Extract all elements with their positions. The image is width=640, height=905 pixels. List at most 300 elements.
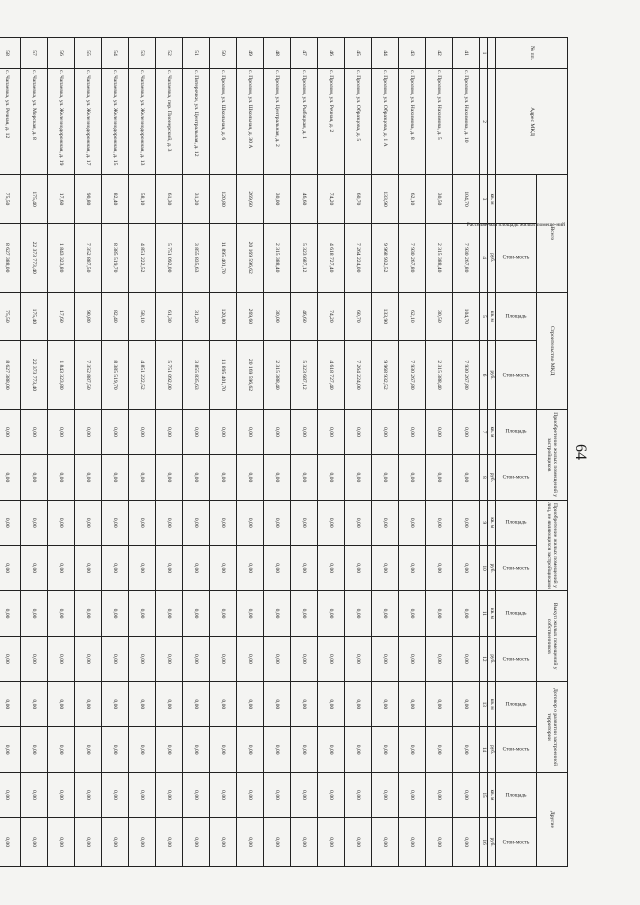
header-cost-14 <box>496 727 537 772</box>
header-redemption: Выкуп жилых помещений у собственников <box>537 591 568 682</box>
row-number: 44 <box>372 38 399 69</box>
header-cost-text: Стои-мость <box>502 371 530 378</box>
other-cost-cell: 0,00 <box>183 818 210 867</box>
header-cost-text: Стои-мость <box>502 839 530 846</box>
row-number: 56 <box>48 38 75 69</box>
row-number: 57 <box>21 38 48 69</box>
redemption-cost-cell: 0,00 <box>237 636 264 681</box>
other-area-cell: 0,00 <box>21 772 48 817</box>
purchase-other-cost-cell: 0,00 <box>21 545 48 590</box>
redemption-area-cell: 0,00 <box>264 591 291 636</box>
total-cost-cell: 5 323 687,12 <box>291 223 318 292</box>
header-cost-10 <box>496 545 537 590</box>
total-cost-cell: 7 264 224,00 <box>345 223 372 292</box>
table-row <box>183 38 210 867</box>
construction-cost-cell: 8 627 388,00 <box>0 341 21 410</box>
purchase-other-area-cell: 0,00 <box>75 500 102 545</box>
redemption-area-cell: 0,00 <box>345 591 372 636</box>
purchase-other-area-cell: 0,00 <box>102 500 129 545</box>
purchase-other-area-cell: 0,00 <box>210 500 237 545</box>
total-area-cell: 62,10 <box>399 175 426 224</box>
purchase-developers-cost-cell: 0,00 <box>291 455 318 500</box>
construction-area-cell: 82,40 <box>102 292 129 341</box>
other-area-cell: 0,00 <box>264 772 291 817</box>
column-number: 13 <box>480 682 488 727</box>
development-cost-cell: 0,00 <box>318 727 345 772</box>
other-cost-cell: 0,00 <box>426 818 453 867</box>
other-area-cell: 0,00 <box>426 772 453 817</box>
development-cost-cell: 0,00 <box>129 727 156 772</box>
total-area-cell: 120,80 <box>210 175 237 224</box>
column-number: 9 <box>480 500 488 545</box>
total-area-cell: 46,60 <box>291 175 318 224</box>
purchase-other-area-cell: 0,00 <box>399 500 426 545</box>
redemption-cost-cell: 0,00 <box>210 636 237 681</box>
total-cost-cell: 3 855 835,63 <box>183 223 210 292</box>
purchase-developers-area-cell: 0,00 <box>426 409 453 454</box>
table-row <box>426 38 453 867</box>
column-number: 12 <box>480 636 488 681</box>
purchase-developers-cost-cell: 0,00 <box>0 455 21 500</box>
purchase-other-cost-cell: 0,00 <box>372 545 399 590</box>
total-cost-cell: 8 385 519,70 <box>102 223 129 292</box>
construction-area-cell: 30,50 <box>426 292 453 341</box>
purchase-developers-cost-cell: 0,00 <box>318 455 345 500</box>
purchase-developers-area-cell: 0,00 <box>453 409 480 454</box>
purchase-developers-area-cell: 0,00 <box>345 409 372 454</box>
purchase-other-area-cell: 0,00 <box>21 500 48 545</box>
purchase-other-cost-cell: 0,00 <box>129 545 156 590</box>
other-cost-cell: 0,00 <box>21 818 48 867</box>
table-row <box>129 38 156 867</box>
header-purchase-not-developers: Приобретение жилых помещений у лиц, не являющихся застройщиками <box>537 500 568 591</box>
other-cost-cell: 0,00 <box>399 818 426 867</box>
purchase-developers-cost-cell: 0,00 <box>264 455 291 500</box>
other-cost-cell: 0,00 <box>102 818 129 867</box>
redemption-area-cell: 0,00 <box>291 591 318 636</box>
row-number: 41 <box>453 38 480 69</box>
row-number: 55 <box>75 38 102 69</box>
development-cost-cell: 0,00 <box>210 727 237 772</box>
header-group-row <box>537 38 568 867</box>
row-address: с. Чапаевка, ул. Железнодорожная, д. 15 <box>102 68 129 174</box>
units-spacer <box>488 68 496 174</box>
purchase-other-area-cell: 0,00 <box>237 500 264 545</box>
purchase-other-cost-cell: 0,00 <box>237 545 264 590</box>
unit-cell: кв. м <box>488 772 496 817</box>
row-address: с. Чапаевка, пер. Пионерский, д. 3 <box>156 68 183 174</box>
purchase-developers-area-cell: 0,00 <box>399 409 426 454</box>
purchase-other-cost-cell: 0,00 <box>48 545 75 590</box>
header-area-13 <box>496 682 537 727</box>
construction-area-cell: 60,70 <box>345 292 372 341</box>
other-area-cell: 0,00 <box>48 772 75 817</box>
redemption-area-cell: 0,00 <box>372 591 399 636</box>
unit-cell: кв. м <box>488 682 496 727</box>
redemption-cost-cell: 0,00 <box>75 636 102 681</box>
total-cost-cell: 7 930 267,80 <box>453 223 480 292</box>
redemption-area-cell: 0,00 <box>21 591 48 636</box>
other-cost-cell: 0,00 <box>129 818 156 867</box>
unit-cell: руб. <box>488 636 496 681</box>
other-area-cell: 0,00 <box>237 772 264 817</box>
purchase-other-cost-cell: 0,00 <box>183 545 210 590</box>
development-area-cell: 0,00 <box>345 682 372 727</box>
purchase-other-cost-cell: 0,00 <box>156 545 183 590</box>
redemption-area-cell: 0,00 <box>156 591 183 636</box>
redemption-area-cell: 0,00 <box>183 591 210 636</box>
development-area-cell: 0,00 <box>237 682 264 727</box>
unit-cell: кв. м <box>488 409 496 454</box>
row-address: с. Чапаевка, ул. Железнодорожная, д. 19 <box>48 68 75 174</box>
construction-cost-cell: 2 315 388,40 <box>426 341 453 410</box>
other-area-cell: 0,00 <box>210 772 237 817</box>
other-area-cell: 0,00 <box>372 772 399 817</box>
column-number: 8 <box>480 455 488 500</box>
total-cost-cell: 8 627 388,00 <box>0 223 21 292</box>
column-number: 4 <box>480 223 488 292</box>
rotated-document-page <box>4 37 590 867</box>
header-cost-text: Стои-мость <box>502 474 530 481</box>
total-cost-cell: 5 751 092,00 <box>156 223 183 292</box>
row-number: 42 <box>426 38 453 69</box>
total-area-cell: 30,50 <box>426 175 453 224</box>
construction-cost-cell: 3 855 835,63 <box>183 341 210 410</box>
table-row <box>399 38 426 867</box>
development-cost-cell: 0,00 <box>0 727 21 772</box>
redemption-cost-cell: 0,00 <box>264 636 291 681</box>
development-cost-cell: 0,00 <box>453 727 480 772</box>
header-total-cost-text: Стои-мость <box>502 254 530 261</box>
development-area-cell: 0,00 <box>156 682 183 727</box>
header-cost-text: Стои-мость <box>502 746 530 753</box>
total-area-cell: 60,70 <box>345 175 372 224</box>
table-row <box>156 38 183 867</box>
construction-cost-cell: 7 352 887,50 <box>75 341 102 410</box>
construction-cost-cell: 7 264 224,00 <box>345 341 372 410</box>
construction-cost-cell: 11 895 401,70 <box>210 341 237 410</box>
unit-cell: руб. <box>488 341 496 410</box>
purchase-developers-cost-cell: 0,00 <box>426 455 453 500</box>
purchase-developers-cost-cell: 0,00 <box>237 455 264 500</box>
header-area-text: Площадь <box>505 610 527 617</box>
total-area-cell: 58,10 <box>129 175 156 224</box>
row-address: с. Пролом, ул. Рыбацкая, д. 1 <box>291 68 318 174</box>
construction-cost-cell: 9 968 932,52 <box>372 341 399 410</box>
table-row <box>264 38 291 867</box>
header-area-text: Площадь <box>505 313 527 320</box>
unit-cell: кв. м <box>488 175 496 224</box>
redemption-area-cell: 0,00 <box>129 591 156 636</box>
construction-area-cell: 74,20 <box>318 292 345 341</box>
total-area-cell: 17,60 <box>48 175 75 224</box>
row-address: с. Пролом, ул. Нахимова, д. 5 <box>426 68 453 174</box>
units-spacer <box>488 38 496 69</box>
purchase-developers-area-cell: 0,00 <box>75 409 102 454</box>
purchase-developers-area-cell: 0,00 <box>21 409 48 454</box>
construction-area-cell: 17,60 <box>48 292 75 341</box>
construction-area-cell: 133,90 <box>372 292 399 341</box>
development-cost-cell: 0,00 <box>48 727 75 772</box>
row-address: с. Чапаевка, ул. Железнодорожная, д. 17 <box>75 68 102 174</box>
purchase-other-area-cell: 0,00 <box>453 500 480 545</box>
header-cost-16 <box>496 818 537 867</box>
development-area-cell: 0,00 <box>102 682 129 727</box>
header-purchase-developers: Приобретение жилых помещений у застройщиков <box>537 409 568 500</box>
header-area-7 <box>496 409 537 454</box>
construction-area-cell: 90,80 <box>75 292 102 341</box>
purchase-developers-area-cell: 0,00 <box>291 409 318 454</box>
purchase-developers-area-cell: 0,00 <box>48 409 75 454</box>
construction-cost-cell: 20 169 596,62 <box>237 341 264 410</box>
construction-area-cell: 62,10 <box>399 292 426 341</box>
table-row <box>48 38 75 867</box>
construction-area-cell: 120,80 <box>210 292 237 341</box>
purchase-other-cost-cell: 0,00 <box>345 545 372 590</box>
total-cost-cell: 2 315 388,40 <box>426 223 453 292</box>
construction-cost-cell: 7 930 267,80 <box>453 341 480 410</box>
construction-area-cell: 269,60 <box>237 292 264 341</box>
purchase-developers-area-cell: 0,00 <box>183 409 210 454</box>
purchase-other-area-cell: 0,00 <box>426 500 453 545</box>
table-row <box>75 38 102 867</box>
construction-area-cell: 104,70 <box>453 292 480 341</box>
unit-cell: руб. <box>488 545 496 590</box>
row-address: с. Пролом, ул. Речная, д. 2 <box>318 68 345 174</box>
row-number: 47 <box>291 38 318 69</box>
header-construction: Строительство МКД <box>537 292 568 409</box>
other-area-cell: 0,00 <box>399 772 426 817</box>
column-number: 6 <box>480 341 488 410</box>
total-cost-cell: 11 895 401,70 <box>210 223 237 292</box>
purchase-developers-area-cell: 0,00 <box>0 409 21 454</box>
purchase-other-cost-cell: 0,00 <box>426 545 453 590</box>
development-cost-cell: 0,00 <box>426 727 453 772</box>
purchase-other-area-cell: 0,00 <box>129 500 156 545</box>
purchase-other-area-cell: 0,00 <box>0 500 21 545</box>
construction-cost-cell: 8 385 519,70 <box>102 341 129 410</box>
purchase-other-cost-cell: 0,00 <box>75 545 102 590</box>
purchase-developers-cost-cell: 0,00 <box>210 455 237 500</box>
other-cost-cell: 0,00 <box>0 818 21 867</box>
header-total-cost <box>496 223 537 292</box>
header-area-text: Площадь <box>505 701 527 708</box>
purchase-developers-cost-cell: 0,00 <box>21 455 48 500</box>
other-cost-cell: 0,00 <box>372 818 399 867</box>
row-number: 50 <box>210 38 237 69</box>
purchase-developers-area-cell: 0,00 <box>102 409 129 454</box>
column-number: 16 <box>480 818 488 867</box>
table-body <box>0 38 480 867</box>
redemption-area-cell: 0,00 <box>210 591 237 636</box>
header-column-numbers-row <box>480 38 488 867</box>
table-row <box>102 38 129 867</box>
purchase-developers-cost-cell: 0,00 <box>156 455 183 500</box>
table-row <box>237 38 264 867</box>
development-area-cell: 0,00 <box>291 682 318 727</box>
total-cost-cell: 1 843 323,80 <box>48 223 75 292</box>
redemption-cost-cell: 0,00 <box>453 636 480 681</box>
other-cost-cell: 0,00 <box>291 818 318 867</box>
purchase-developers-area-cell: 0,00 <box>372 409 399 454</box>
row-address: с. Пролом, ул. Нахимова, д. 8 <box>399 68 426 174</box>
construction-cost-cell: 4 851 222,52 <box>129 341 156 410</box>
purchase-other-cost-cell: 0,00 <box>102 545 129 590</box>
column-number: 7 <box>480 409 488 454</box>
unit-cell: руб. <box>488 223 496 292</box>
header-area-15 <box>496 772 537 817</box>
construction-cost-cell: 1 843 323,80 <box>48 341 75 410</box>
development-area-cell: 0,00 <box>129 682 156 727</box>
redemption-area-cell: 0,00 <box>318 591 345 636</box>
redemption-area-cell: 0,00 <box>399 591 426 636</box>
unit-cell: кв. м <box>488 591 496 636</box>
unit-cell: руб. <box>488 727 496 772</box>
purchase-developers-cost-cell: 0,00 <box>453 455 480 500</box>
table-row <box>0 38 21 867</box>
redemption-cost-cell: 0,00 <box>318 636 345 681</box>
purchase-developers-area-cell: 0,00 <box>210 409 237 454</box>
other-area-cell: 0,00 <box>345 772 372 817</box>
development-area-cell: 0,00 <box>183 682 210 727</box>
development-area-cell: 0,00 <box>48 682 75 727</box>
row-number: 43 <box>399 38 426 69</box>
other-area-cell: 0,00 <box>291 772 318 817</box>
column-number: 3 <box>480 175 488 224</box>
row-address: с. Чапаевка, ул. Железнодорожная, д. 13 <box>129 68 156 174</box>
header-cost-6 <box>496 341 537 410</box>
purchase-developers-area-cell: 0,00 <box>318 409 345 454</box>
total-area-cell: 75,50 <box>0 175 21 224</box>
construction-cost-cell: 22 373 773,40 <box>21 341 48 410</box>
construction-cost-cell: 5 323 687,12 <box>291 341 318 410</box>
column-number: 1 <box>480 38 488 69</box>
construction-area-cell: 75,50 <box>0 292 21 341</box>
development-area-cell: 0,00 <box>0 682 21 727</box>
table-row <box>318 38 345 867</box>
total-area-cell: 31,20 <box>183 175 210 224</box>
column-number: 11 <box>480 591 488 636</box>
redemption-cost-cell: 0,00 <box>183 636 210 681</box>
header-area-5 <box>496 292 537 341</box>
development-area-cell: 0,00 <box>264 682 291 727</box>
purchase-other-area-cell: 0,00 <box>372 500 399 545</box>
construction-cost-cell: 5 751 092,00 <box>156 341 183 410</box>
redemption-cost-cell: 0,00 <box>129 636 156 681</box>
row-address: с. Пролом, ул. Образцова, д. 5 <box>345 68 372 174</box>
development-cost-cell: 0,00 <box>156 727 183 772</box>
purchase-developers-cost-cell: 0,00 <box>372 455 399 500</box>
purchase-other-area-cell: 0,00 <box>318 500 345 545</box>
column-number: 14 <box>480 727 488 772</box>
total-cost-cell: 7 930 267,80 <box>399 223 426 292</box>
total-area-cell: 82,40 <box>102 175 129 224</box>
row-number: 58 <box>0 38 21 69</box>
redemption-cost-cell: 0,00 <box>156 636 183 681</box>
purchase-other-area-cell: 0,00 <box>345 500 372 545</box>
purchase-developers-area-cell: 0,00 <box>129 409 156 454</box>
total-cost-cell: 9 968 932,52 <box>372 223 399 292</box>
header-area-text: Площадь <box>505 519 527 526</box>
unit-cell: руб. <box>488 455 496 500</box>
development-cost-cell: 0,00 <box>264 727 291 772</box>
construction-cost-cell: 2 315 388,40 <box>264 341 291 410</box>
development-cost-cell: 0,00 <box>372 727 399 772</box>
redemption-cost-cell: 0,00 <box>426 636 453 681</box>
development-cost-cell: 0,00 <box>399 727 426 772</box>
header-address: Адрес МКД <box>496 68 568 174</box>
row-number: 49 <box>237 38 264 69</box>
other-area-cell: 0,00 <box>453 772 480 817</box>
redemption-cost-cell: 0,00 <box>21 636 48 681</box>
redemption-area-cell: 0,00 <box>426 591 453 636</box>
development-area-cell: 0,00 <box>210 682 237 727</box>
other-cost-cell: 0,00 <box>48 818 75 867</box>
row-number: 54 <box>102 38 129 69</box>
row-number: 51 <box>183 38 210 69</box>
header-total: Всего <box>537 175 568 292</box>
other-cost-cell: 0,00 <box>453 818 480 867</box>
total-area-cell: 30,00 <box>264 175 291 224</box>
column-number: 10 <box>480 545 488 590</box>
column-number: 15 <box>480 772 488 817</box>
purchase-developers-cost-cell: 0,00 <box>129 455 156 500</box>
header-area-text: Площадь <box>505 792 527 799</box>
page-number: 64 <box>572 444 589 460</box>
development-cost-cell: 0,00 <box>183 727 210 772</box>
header-development-contract: Договор о развитии застроенной территории <box>537 682 568 773</box>
other-cost-cell: 0,00 <box>75 818 102 867</box>
construction-area-cell: 30,00 <box>264 292 291 341</box>
development-cost-cell: 0,00 <box>75 727 102 772</box>
purchase-developers-cost-cell: 0,00 <box>102 455 129 500</box>
header-no: № пп. <box>496 38 568 69</box>
purchase-developers-cost-cell: 0,00 <box>75 455 102 500</box>
construction-area-cell: 58,10 <box>129 292 156 341</box>
header-total-area-text: Расселяе-мая площадь жилых помеще-ний <box>467 222 566 229</box>
row-address: с. Чапаевка, ул. Морская, д. 8 <box>21 68 48 174</box>
other-cost-cell: 0,00 <box>210 818 237 867</box>
purchase-other-area-cell: 0,00 <box>183 500 210 545</box>
purchase-other-cost-cell: 0,00 <box>318 545 345 590</box>
purchase-developers-area-cell: 0,00 <box>156 409 183 454</box>
resettlement-table <box>0 37 568 867</box>
unit-cell: руб. <box>488 818 496 867</box>
header-area-9 <box>496 500 537 545</box>
purchase-other-cost-cell: 0,00 <box>210 545 237 590</box>
other-cost-cell: 0,00 <box>318 818 345 867</box>
unit-cell: кв. м <box>488 292 496 341</box>
other-cost-cell: 0,00 <box>264 818 291 867</box>
row-address: с. Пролом, ул. Образцова, д. 1 А <box>372 68 399 174</box>
redemption-cost-cell: 0,00 <box>102 636 129 681</box>
header-cost-text: Стои-мость <box>502 655 530 662</box>
table-row <box>453 38 480 867</box>
total-cost-cell: 4 851 222,52 <box>129 223 156 292</box>
construction-area-cell: 31,20 <box>183 292 210 341</box>
other-cost-cell: 0,00 <box>156 818 183 867</box>
redemption-area-cell: 0,00 <box>75 591 102 636</box>
development-area-cell: 0,00 <box>75 682 102 727</box>
total-cost-cell: 20 169 596,62 <box>237 223 264 292</box>
table-row <box>291 38 318 867</box>
other-area-cell: 0,00 <box>0 772 21 817</box>
other-area-cell: 0,00 <box>129 772 156 817</box>
development-area-cell: 0,00 <box>318 682 345 727</box>
row-number: 52 <box>156 38 183 69</box>
purchase-other-cost-cell: 0,00 <box>399 545 426 590</box>
other-area-cell: 0,00 <box>156 772 183 817</box>
